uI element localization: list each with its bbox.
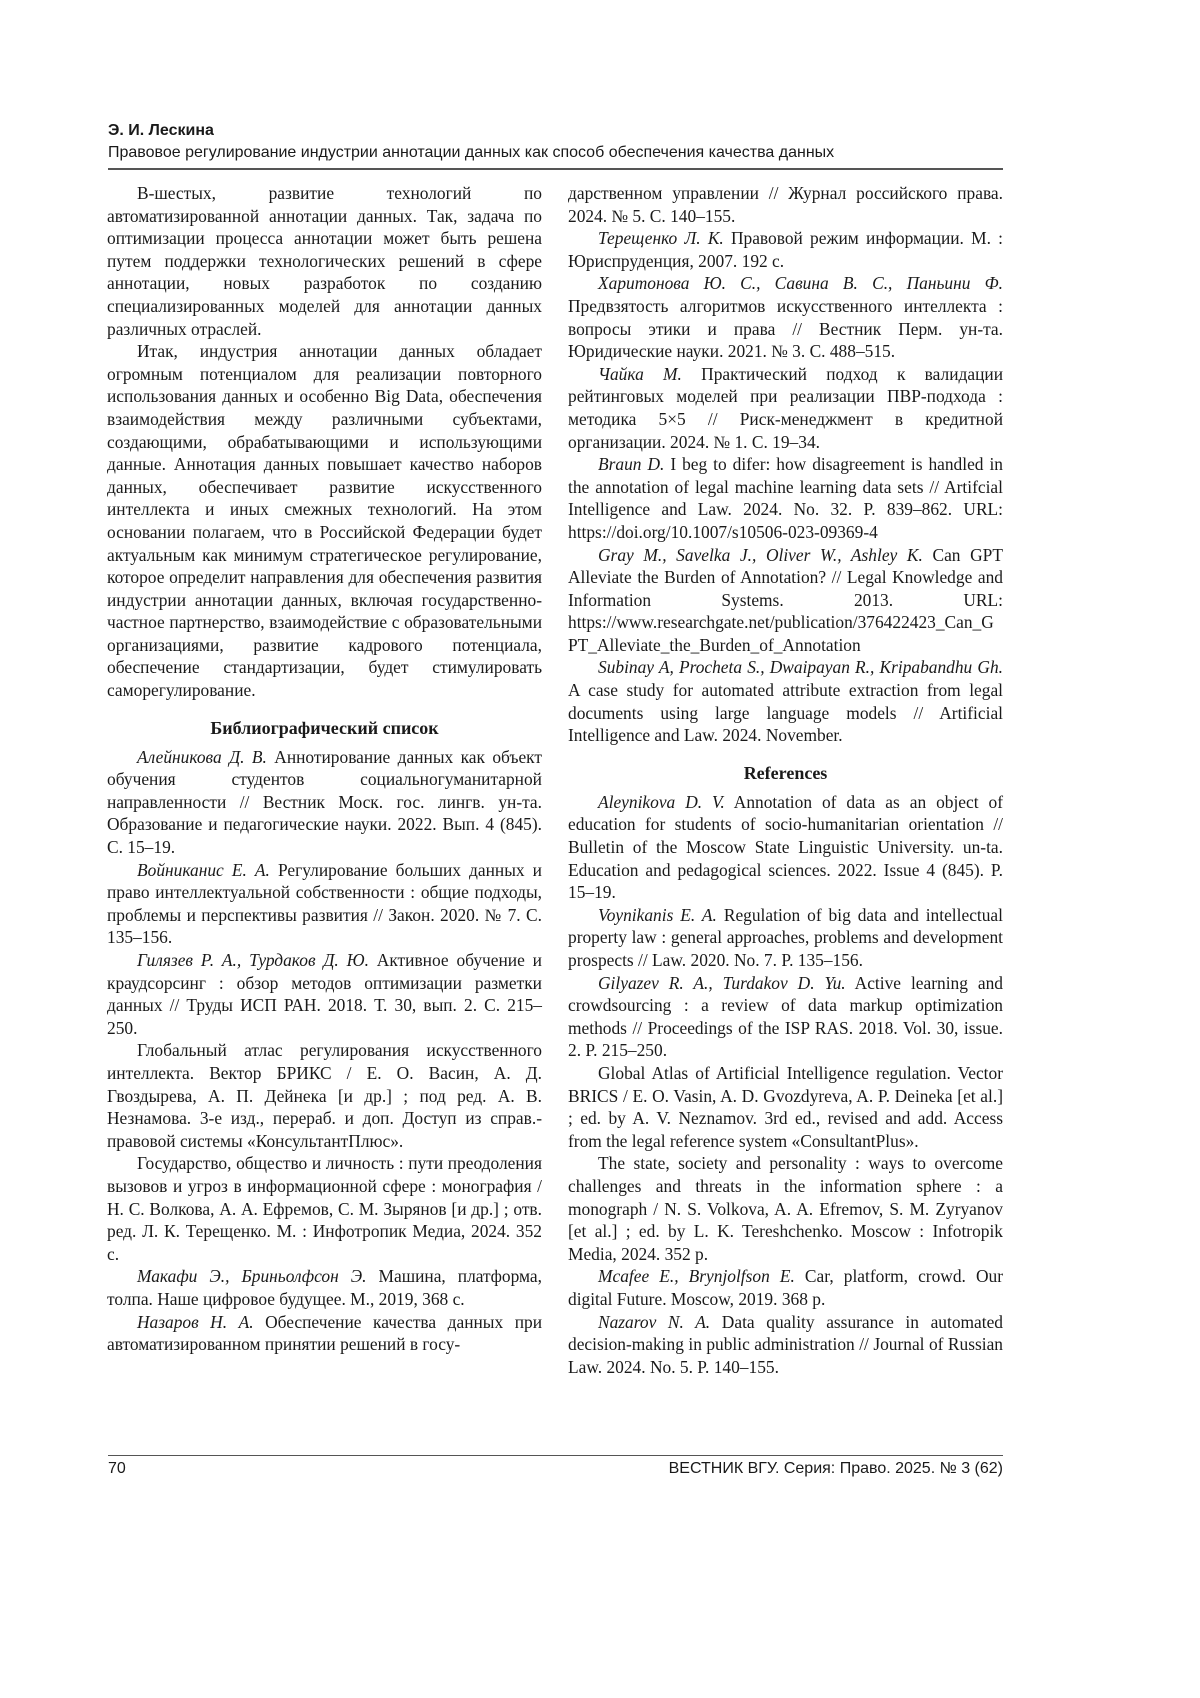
reference-entry	[107, 1039, 542, 1152]
reference-text: Регулирование больших данных и право интеллектуальной собственности : общие подходы, проблемы и перспективы развития // Закон. 2020. № 7. С. 135–156.	[107, 860, 542, 948]
reference-author: Subinay A, Procheta S., Dwaipayan R., Kripabandhu Gh.	[598, 657, 1003, 677]
reference-author: Гилязев Р. А., Турдаков Д. Ю.	[137, 950, 369, 970]
reference-entry	[568, 1062, 1003, 1152]
reference-author: Харитонова Ю. С., Савина В. С., Паньини Ф.	[598, 273, 1003, 293]
reference-text: Regulation of big data and intellectual property law : general approaches, problems and development prospects // Law. 2020. No. 7. P. 135–156.	[568, 905, 1003, 970]
header-article-title: Правовое регулирование индустрии аннотации данных как способ обеспечения качества данных	[108, 142, 1003, 164]
reference-text: Глобальный атлас регулирования искусственного интеллекта. Вектор БРИКС / Е. О. Васин, А. Д. Гвоздырева, А. П. Дейнека [и др.] ; под ред. А. В. Незнамова. 3-е изд., перераб. и доп. Доступ из справ.-правовой системы «КонсультантПлюс».	[107, 1040, 542, 1150]
reference-author: Nazarov N. A.	[598, 1312, 710, 1332]
reference-text: A case study for automated attribute extraction from legal documents using large language models // Artificial Intelligence and Law. 2024. November.	[568, 680, 1003, 745]
page-number: 70	[108, 1460, 126, 1478]
reference-text: I beg to difer: how disagreement is handled in the annotation of legal machine learning data sets // Artifcial Intelligence and Law. 2024. No. 32. P. 839–862. URL: https://doi.org/10.1007/s10506-023-09369-4	[568, 454, 1003, 542]
running-header	[108, 120, 1003, 170]
reference-author: Назаров Н. А.	[137, 1312, 254, 1332]
reference-text: Правовой режим информации. М. : Юриспруденция, 2007. 192 с.	[568, 228, 1003, 271]
reference-text: The state, society and personality : ways to overcome challenges and threats in the information sphere : a monograph / N. S. Volkova, A. A. Efremov, S. M. Zyryanov [et al.] ; ed. by L. K. Tereshchenko. Moscow : Infotropik Media, 2024. 352 p.	[568, 1153, 1003, 1263]
reference-entry	[107, 1152, 542, 1265]
reference-author: Терещенко Л. К.	[598, 228, 724, 248]
reference-text: Обеспечение качества данных при автоматизированном принятии решений в госу-	[107, 1312, 542, 1355]
references-list	[568, 791, 1003, 1378]
reference-text: Can GPT Alleviate the Burden of Annotation? // Legal Knowledge and Information Systems. 2013. URL: https://www.researchgate.net/publication/376422423_Can_GPT_Alleviate_the_Burden_of_Annotation	[568, 545, 1003, 655]
journal-citation: ВЕСТНИК ВГУ. Серия: Право. 2025. № 3 (62)	[669, 1460, 1003, 1478]
bibliography-continuation: дарственном управлении // Журнал российского права. 2024. № 5. С. 140–155.	[568, 182, 1003, 227]
reference-entry	[568, 363, 1003, 453]
reference-entry	[568, 972, 1003, 1062]
reference-text: Практический подход к валидации рейтинговых моделей при реализации ПВР-подхода : методика 5×5 // Риск-менеджмент в кредитной организации. 2024. № 1. С. 19–34.	[568, 364, 1003, 452]
reference-author: Войниканис Е. А.	[137, 860, 270, 880]
reference-author: Braun D.	[598, 454, 664, 474]
bibliography-heading: Библиографический список	[107, 716, 542, 740]
reference-entry	[568, 1152, 1003, 1265]
reference-text: Предвзятость алгоритмов искусственного интеллекта : вопросы этики и права // Вестник Перм. ун-та. Юридические науки. 2021. № 3. С. 488–515.	[568, 296, 1003, 361]
reference-entry	[568, 227, 1003, 272]
references-heading: References	[568, 761, 1003, 785]
reference-entry	[568, 272, 1003, 362]
reference-author: Mcafee E., Brynjolfson E.	[598, 1266, 795, 1286]
page-footer	[108, 1455, 1003, 1478]
reference-text: Active learning and crowdsourcing : a review of data markup optimization methods // Proceedings of the ISP RAS. 2018. Vol. 30, issue. 2. P. 215–250.	[568, 973, 1003, 1061]
reference-entry	[107, 859, 542, 949]
body-paragraph: Итак, индустрия аннотации данных обладает огромным потенциалом для реализации повторного использования данных и особенно Big Data, обеспечения взаимодействия между различными субъектами, создающими, обрабатывающими и использующими данные. Аннотация данных повышает качество наборов данных, обеспечивает развитие искусственного интеллекта и иных смежных технологий. На этом основании полагаем, что в Российской Федерации будет актуальным как минимум стратегическое регулирование, которое определит направления для обеспечения развития индустрии аннотации данных, включая государственно-частное партнерство, взаимодействие с образовательными организациями, развитие кадрового потенциала, обеспечение стандартизации, будет стимулировать саморегулирование.	[107, 340, 542, 702]
reference-author: Алейникова Д. В.	[137, 747, 267, 767]
reference-entry	[568, 656, 1003, 746]
reference-author: Чайка М.	[598, 364, 682, 384]
reference-author: Макафи Э., Бриньолфсон Э.	[137, 1266, 366, 1286]
reference-author: Gilyazev R. A., Turdakov D. Yu.	[598, 973, 846, 993]
right-column	[568, 182, 1003, 1378]
reference-entry	[568, 791, 1003, 904]
reference-entry	[107, 746, 542, 859]
reference-entry	[107, 1311, 542, 1356]
header-divider	[108, 168, 1003, 170]
reference-text: Annotation of data as an object of education for students of socio-humanitarian orientation // Bulletin of the Moscow State Linguistic University. un-ta. Education and pedagogical sciences. 2022. Issue 4 (845). P. 15–19.	[568, 792, 1003, 902]
reference-text: Активное обучение и краудсорсинг : обзор методов оптимизации разметки данных // Труды ИСП РАН. 2018. Т. 30, вып. 2. С. 215–250.	[107, 950, 542, 1038]
reference-author: Aleynikova D. V.	[598, 792, 725, 812]
reference-entry	[568, 904, 1003, 972]
reference-author: Voynikanis E. A.	[598, 905, 717, 925]
reference-text: Государство, общество и личность : пути преодоления вызовов и угроз в информационной сфере : монография / Н. С. Волкова, А. А. Ефремов, С. М. Зырянов [и др.] ; отв. ред. Л. К. Терещенко. М. : Инфотропик Медиа, 2024. 352 с.	[107, 1153, 542, 1263]
reference-entry	[568, 453, 1003, 543]
reference-entry	[568, 544, 1003, 657]
reference-text: Global Atlas of Artificial Intelligence regulation. Vector BRICS / E. O. Vasin, A. D. Gvozdyreva, A. P. Deineka [et al.] ; ed. by A. V. Neznamov. 3rd ed., revised and add. Access from the legal reference system «ConsultantPlus».	[568, 1063, 1003, 1151]
reference-entry	[568, 1265, 1003, 1310]
left-column	[107, 182, 542, 1356]
reference-entry	[107, 1265, 542, 1310]
body-paragraph: В-шестых, развитие технологий по автоматизированной аннотации данных. Так, задача по оптимизации процесса аннотации может быть решена путем поддержки технологических решений в сфере аннотации, новых разработок по созданию специализированных моделей для аннотации данных различных отраслей.	[107, 182, 542, 340]
reference-text: Машина, платформа, толпа. Наше цифровое будущее. М., 2019, 368 с.	[107, 1266, 542, 1309]
reference-entry	[568, 1311, 1003, 1379]
bibliography-list	[107, 746, 542, 1356]
bibliography-list-continued	[568, 227, 1003, 747]
reference-entry	[107, 949, 542, 1039]
reference-text: Data quality assurance in automated decision-making in public administration // Journal of Russian Law. 2024. No. 5. P. 140–155.	[568, 1312, 1003, 1377]
reference-author: Gray M., Savelka J., Oliver W., Ashley K.	[598, 545, 923, 565]
reference-text: Аннотирование данных как объект обучения студентов социальногуманитарной направленности // Вестник Моск. гос. лингв. ун-та. Образование и педагогические науки. 2022. Вып. 4 (845). С. 15–19.	[107, 747, 542, 857]
header-author: Э. И. Лескина	[108, 120, 1003, 142]
reference-text: Car, platform, crowd. Our digital Future. Moscow, 2019. 368 p.	[568, 1266, 1003, 1309]
